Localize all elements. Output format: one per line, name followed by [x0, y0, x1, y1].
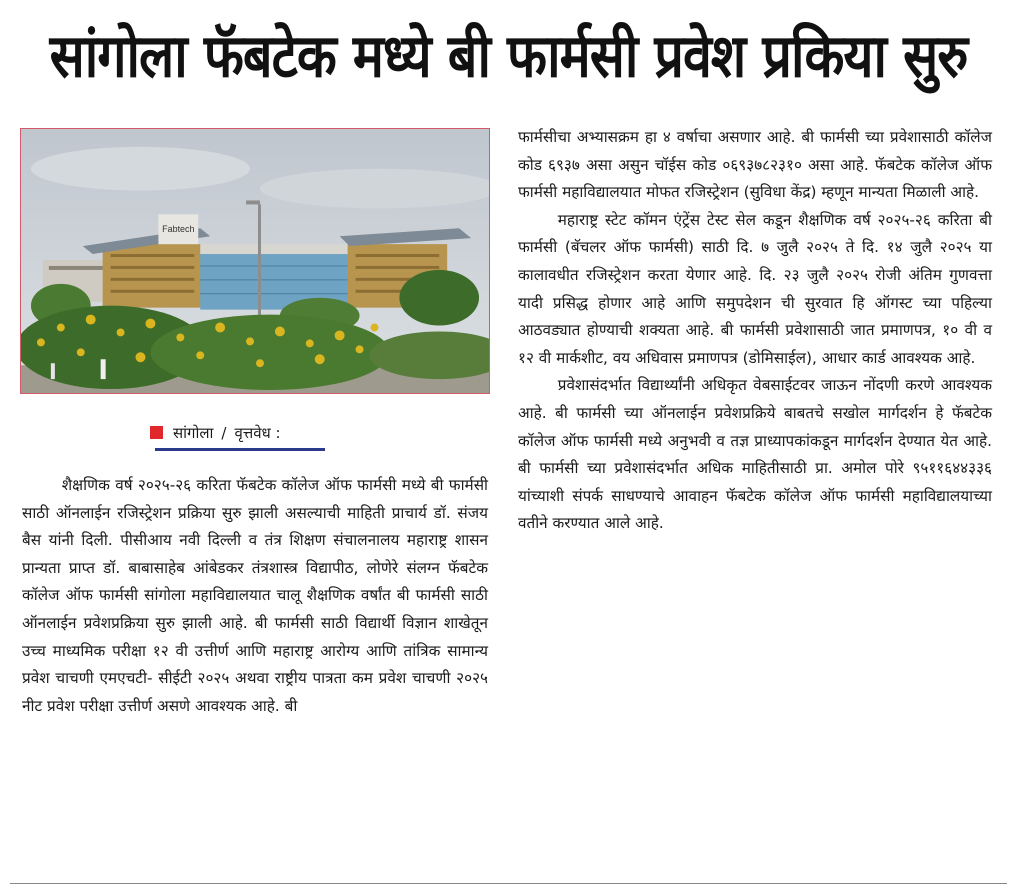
dateline-marker: [150, 426, 163, 439]
bottom-divider: [10, 883, 1007, 884]
dateline-place: सांगोला: [173, 424, 214, 442]
college-building-illustration: [21, 129, 489, 393]
dateline-source: वृत्तवेध :: [234, 424, 281, 442]
college-building-photo: [20, 128, 490, 394]
building-left-block: [103, 244, 203, 308]
article-paragraph: शैक्षणिक वर्ष २०२५-२६ करिता फॅबटेक कॉलेज ऑफ फार्मसी मध्ये बी फार्मसी साठी ऑनलाईन रजिस्ट्रेशन प्रक्रिया सुरु झाली असल्याची माहिती प्राचार्य डॉ. संजय बैस यांनी दिली. पीसीआय नवी दिल्ली व तंत्र शिक्षण संचालनालय महाराष्ट्र शासन प्रान्यता प्राप्त डॉ. बाबासाहेब आंबेडकर तंत्रशास्त्र विद्यापीठ, लोणेरे संलग्न फॅबटेक कॉलेज ऑफ फार्मसी सांगोला महाविद्यालयात चालू शैक्षणिक वर्षांत बी फार्मसी साठी ऑनलाईन प्रवेशप्रक्रिया सुरु झाली आहे. बी फार्मसी साठी विद्यार्थी विज्ञान शाखेतून उच्च माध्यमिक परीक्षा १२ वी उत्तीर्ण आणि महाराष्ट्र आरोग्य आणि तांत्रिक सामान्य प्रवेश चाचणी एमएचटी- सीईटी २०२५ अथवा राष्ट्रीय पात्रता कम प्रवेश चाचणी २०२५ नीट प्रवेश परीक्षा उत्तीर्ण असणे आवश्यक आहे. बी: [22, 476, 488, 715]
dateline-underline: [155, 448, 325, 451]
dateline: [150, 418, 281, 448]
article-paragraph: प्रवेशासंदर्भात विद्यार्थ्यांनी अधिकृत वेबसाईटवर जाऊन नोंदणी करणे आवश्यक आहे. बी फार्मसी च्या ऑनलाईन प्रवेशप्रक्रिये बाबतचे सखोल मार्गदर्शन हे फॅबटेक कॉलेज ऑफ फार्मसी मध्ये अनुभवी व तज्ञ प्राध्यापकांकडून मार्गदर्शन देण्यात येत आहे. बी फार्मसी च्या प्रवेशासंदर्भात अधिक माहितीसाठी प्रा. अमोल पोरे ९५११६४४३३६ यांच्याशी संपर्क साधण्याचे आवाहन फॅबटेक कॉलेज ऑफ फार्मसी महाविद्यालयाच्या वतीने करण्यात आले आहे.: [518, 376, 992, 533]
article-paragraph: फार्मसीचा अभ्यासक्रम हा ४ वर्षाचा असणार आहे. बी फार्मसी च्या प्रवेशासाठी कॉलेज कोड ६९३७ असा असुन चॉईस कोड ०६९३७८२३१० असा आहे. फॅबटेक कॉलेज ऑफ फार्मसी महाविद्यालयात मोफत रजिस्ट्रेशन (सुविधा केंद्र) म्हणून मान्यता मिळाली आहे.: [518, 128, 992, 202]
article-paragraph: महाराष्ट्र स्टेट कॉमन एंट्रेंस टेस्ट सेल कडून शैक्षणिक वर्ष २०२५-२६ करिता बी फार्मसी (बॅचलर ऑफ फार्मसी) साठी दि. ७ जुलै २०२५ ते दि. १४ जुलै २०२५ या कालावधीत रजिस्ट्रेशन करता येणार आहे. दि. २३ जुलै २०२५ रोजी अंतिम गुणवत्ता यादी प्रसिद्ध होणार आहे आणि समुपदेशन ची सुरवात हि ऑगस्ट च्या पहिल्या आठवड्यात होण्याची शक्यता आहे. बी फार्मसी प्रवेशासाठी जात प्रमाणपत्र, १० वी व १२ वी मार्कशीट, वय अधिवास प्रमाणपत्र (डोमिसाईल), आधार कार्ड आवश्यक आहे.: [518, 210, 992, 367]
article-column-left: [22, 472, 488, 720]
dateline-separator: /: [221, 424, 227, 442]
article-column-right: [518, 124, 992, 538]
building-sign: Fabtech: [162, 224, 195, 235]
headline: सांगोला फॅबटेक मध्ये बी फार्मसी प्रवेश प्रकिया सुरु: [49, 22, 968, 92]
